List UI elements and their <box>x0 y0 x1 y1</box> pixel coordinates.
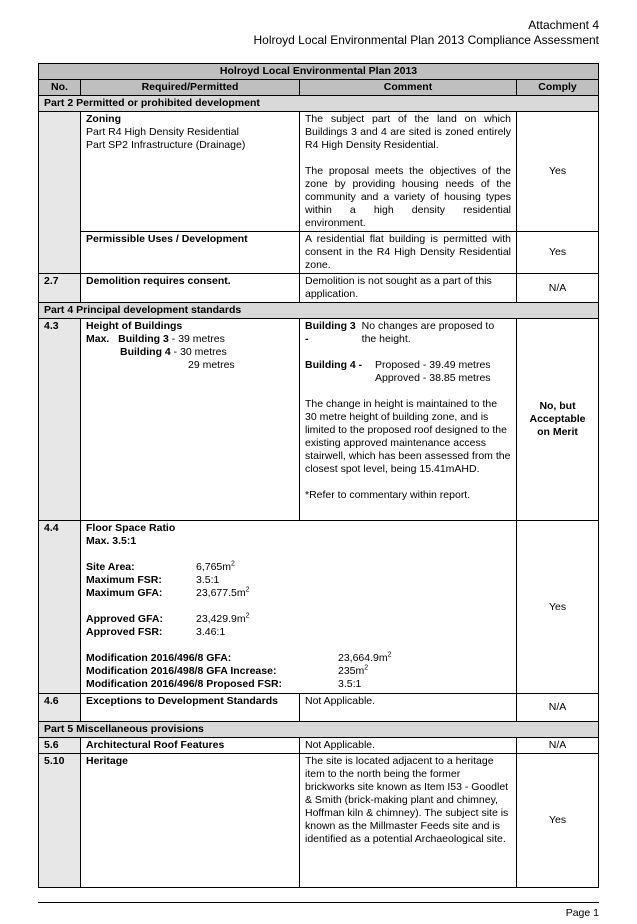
compliance-table <box>38 63 599 888</box>
attachment-label: Attachment 4 <box>528 18 599 32</box>
table-row <box>39 694 599 722</box>
exceptions-title: Exceptions to Development Standards <box>81 694 300 722</box>
row-no <box>39 112 81 274</box>
col-comply: Comply <box>517 80 599 96</box>
table-row <box>39 232 599 274</box>
demo-comply: N/A <box>517 274 599 303</box>
col-no: No. <box>39 80 81 96</box>
demo-comment: Demolition is not sought as a part of this application. <box>300 274 517 303</box>
height-cell: Height of Buildings Max. Building 3 - 39 metres Building 4 - 30 metres 29 metres <box>81 319 300 521</box>
uses-comment: A residential flat building is permitted with consent in the R4 High Density Residential zone. <box>300 232 517 274</box>
zoning-comment: The subject part of the land on which Buildings 3 and 4 are sited is zoned entirely R4 High Density Residential. The proposal meets the objectives of the zone by providing housing needs of the community and a variety of housing types within a high density residential environment. <box>300 112 517 232</box>
section-part2: Part 2 Permitted or prohibited development <box>39 96 599 112</box>
row-no: 4.4 <box>39 521 81 694</box>
heritage-comply: Yes <box>517 754 599 888</box>
uses-comply: Yes <box>517 232 599 274</box>
table-row <box>39 319 599 521</box>
document-title: Holroyd Local Environmental Plan 2013 Compliance Assessment <box>253 33 599 47</box>
page-number: Page 1 <box>565 907 599 919</box>
height-comply: No, but Acceptable on Merit <box>517 319 599 521</box>
table-row <box>39 112 599 232</box>
table-row <box>39 274 599 303</box>
height-comment: Building 3 - No changes are proposed to the height. Building 4 - Proposed - 39.49 metres Approved - 38.85 metres The change in height is maintained to the 30 metre height of building zone, and is limited to the proposed roof designed to the existing approved maintenance access stairwell, which has been assessed from the closest spot level, being 15.41mAHD. *Refer to commentary within report. <box>300 319 517 521</box>
col-comment: Comment <box>300 80 517 96</box>
row-no: 2.7 <box>39 274 81 303</box>
row-no: 5.10 <box>39 754 81 888</box>
exceptions-comment: Not Applicable. <box>300 694 517 722</box>
roof-comply: N/A <box>517 738 599 754</box>
row-no: 4.6 <box>39 694 81 722</box>
roof-title: Architectural Roof Features <box>81 738 300 754</box>
table-row <box>39 754 599 888</box>
document-header <box>253 18 599 48</box>
fsr-cell: Floor Space Ratio Max. 3.5:1 Site Area: $6,765m^2$ Maximum FSR: 3.5:1 Maximum GFA: $23,677.5m^2$ Approved GFA: $23,429.9m^2$ Approved FSR: 3.46:1 Modification 2016/496/8 GFA: $23,664.9m^2$ Modification 2016/498/8 GFA Increase: $235m^2$ Modification 2016/496/8 Proposed FSR: 3.5:1 <box>81 521 517 694</box>
section-part4: Part 4 Principal development standards <box>39 303 599 319</box>
col-required: Required/Permitted <box>81 80 300 96</box>
row-no: 5.6 <box>39 738 81 754</box>
heritage-comment: The site is located adjacent to a heritage item to the north being the former brickworks site known as Item I53 - Goodlet & Smith (brick-making plant and chimney, Hoffman kiln & chimney). The subject site is known as the Millmaster Feeds site and is identified as a potential Archaeological site. <box>300 754 517 888</box>
exceptions-comply: N/A <box>517 694 599 722</box>
fsr-comply: Yes <box>517 521 599 694</box>
roof-comment: Not Applicable. <box>300 738 517 754</box>
footer-divider <box>38 902 599 903</box>
row-no: 4.3 <box>39 319 81 521</box>
column-header-row <box>39 80 599 96</box>
zoning-comply: Yes <box>517 112 599 232</box>
table-title-row <box>39 64 599 80</box>
section-part5: Part 5 Miscellaneous provisions <box>39 722 599 738</box>
zoning-title: Zoning <box>86 113 121 125</box>
zoning-cell: Zoning Part R4 High Density Residential Part SP2 Infrastructure (Drainage) <box>81 112 300 232</box>
height-title: Height of Buildings <box>86 320 183 332</box>
table-row <box>39 738 599 754</box>
table-row <box>39 521 599 694</box>
uses-title: Permissible Uses / Development <box>81 232 300 274</box>
heritage-title: Heritage <box>81 754 300 888</box>
demo-title: Demolition requires consent. <box>81 274 300 303</box>
table-title: Holroyd Local Environmental Plan 2013 <box>39 64 599 80</box>
